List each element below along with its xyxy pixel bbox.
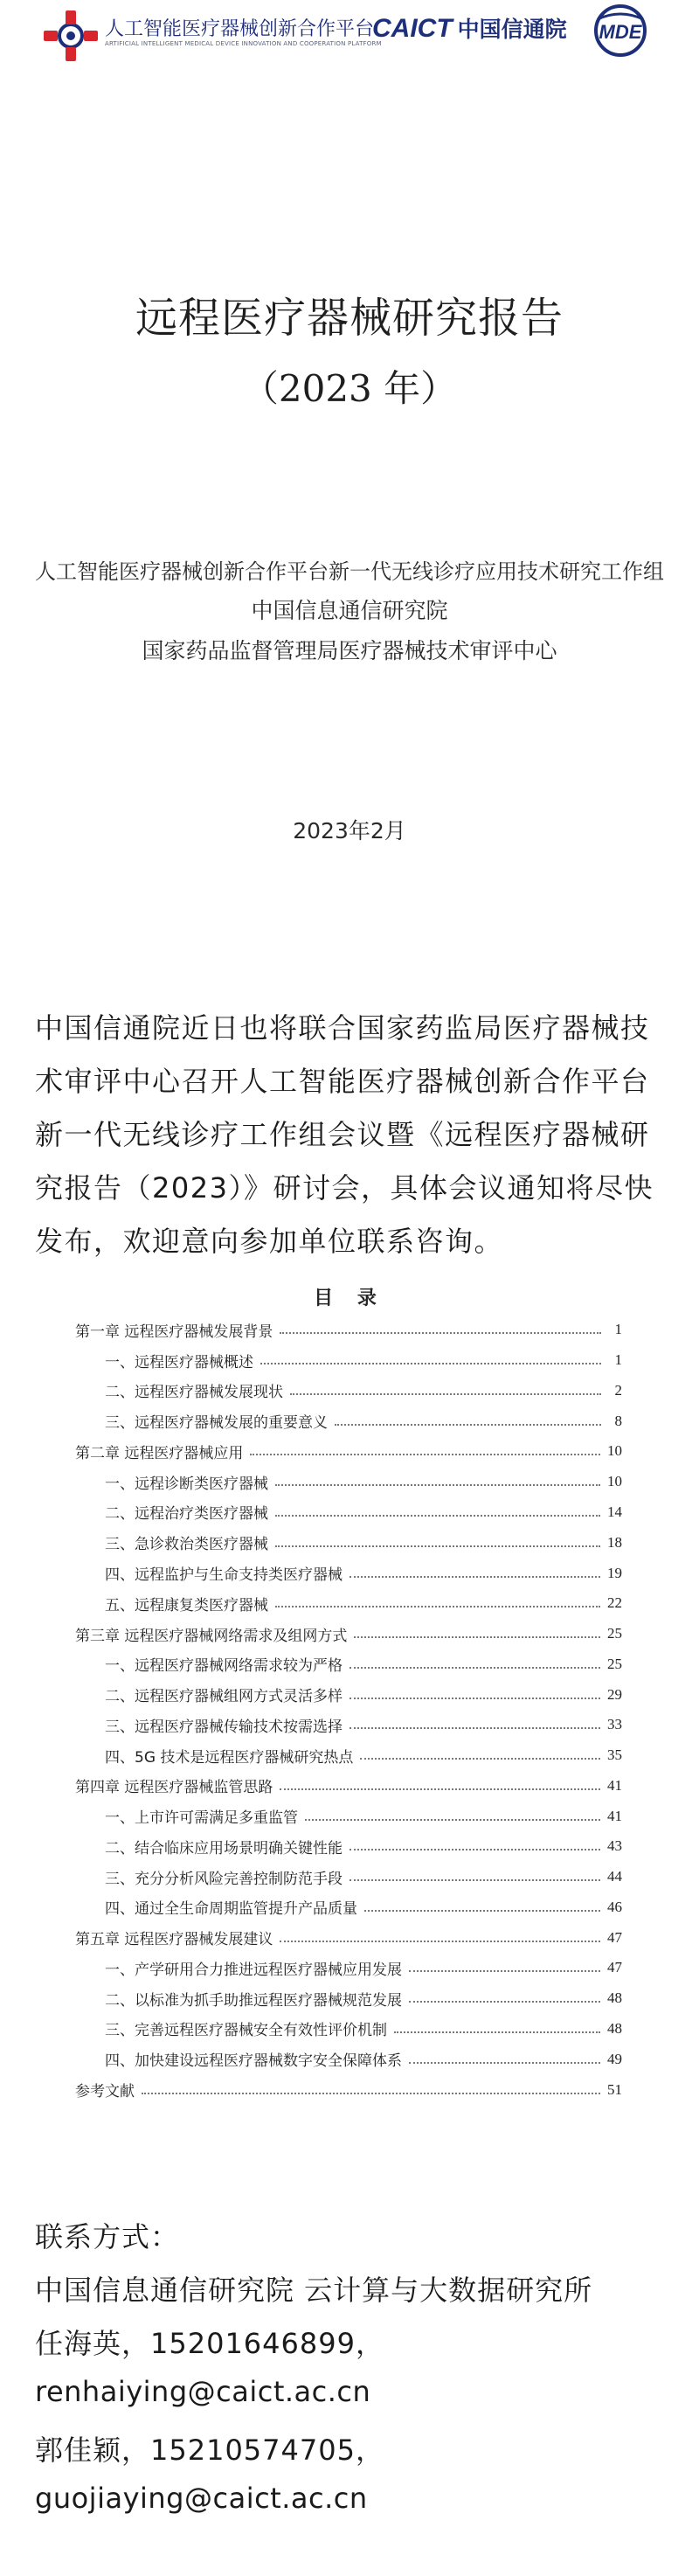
toc-section-entry[interactable] <box>75 1983 622 2014</box>
toc-section-entry[interactable] <box>75 1497 622 1528</box>
toc-leader-dots <box>260 1363 601 1364</box>
toc-chapter-entry[interactable] <box>75 1770 622 1801</box>
contact-organization: 中国信息通信研究院 云计算与大数据研究所 <box>35 2274 593 2307</box>
caict-logo <box>372 12 582 49</box>
toc-entry-label: 四、5G 技术是远程医疗器械研究热点 <box>105 1748 354 1767</box>
toc-section-entry[interactable] <box>75 2044 622 2074</box>
toc-entry-label: 第一章 远程医疗器械发展背景 <box>75 1323 273 1341</box>
toc-entry-label: 四、远程监护与生命支持类医疗器械 <box>105 1566 343 1584</box>
toc-entry-page: 51 <box>607 2080 622 2098</box>
toc-chapter-entry[interactable] <box>75 1315 622 1345</box>
toc-section-entry[interactable] <box>75 1558 622 1588</box>
toc-entry-label: 二、远程医疗器械组网方式灵活多样 <box>105 1688 343 1706</box>
toc-section-entry[interactable] <box>75 1953 622 1983</box>
contact-email[interactable]: renhaiying@caict.ac.cn <box>35 2375 371 2408</box>
toc-leader-dots <box>250 1454 600 1455</box>
toc-section-entry[interactable] <box>75 1801 622 1831</box>
toc-leader-dots <box>290 1393 601 1395</box>
toc-entry-page: 25 <box>607 1655 622 1672</box>
toc-section-entry[interactable] <box>75 1588 622 1619</box>
toc-leader-dots <box>350 1879 600 1881</box>
toc-entry-page: 47 <box>607 1928 622 1946</box>
toc-entry-page: 43 <box>607 1837 622 1855</box>
toc-entry-label: 二、结合临床应用场景明确关键性能 <box>105 1839 343 1857</box>
toc-entry-page: 41 <box>607 1807 622 1824</box>
toc-leader-dots <box>305 1819 600 1821</box>
toc-entry-page: 14 <box>607 1503 622 1520</box>
toc-entry-page: 19 <box>607 1564 622 1581</box>
toc-leader-dots <box>275 1515 600 1517</box>
toc-leader-dots <box>409 2001 600 2003</box>
toc-entry-label: 第五章 远程医疗器械发展建议 <box>75 1931 273 1949</box>
organization-line: 中国信息通信研究院 <box>251 598 448 623</box>
toc-entry-label: 二、以标准为抓手助推远程医疗器械规范发展 <box>105 1991 402 2010</box>
toc-leader-dots <box>350 1727 600 1729</box>
toc-leader-dots <box>394 2031 600 2033</box>
toc-entry-label: 第二章 远程医疗器械应用 <box>75 1444 244 1462</box>
toc-entry-label: 三、完善远程医疗器械安全有效性评价机制 <box>105 2022 387 2040</box>
toc-entry-label: 三、急诊救治类医疗器械 <box>105 1536 268 1554</box>
toc-leader-dots <box>409 1970 600 1972</box>
toc-leader-dots <box>275 1484 600 1486</box>
toc-entry-page: 48 <box>607 2019 622 2037</box>
toc-section-entry[interactable] <box>75 1892 622 1923</box>
toc-entry-page: 35 <box>607 1746 622 1764</box>
toc-entry-page: 44 <box>607 1868 622 1885</box>
toc-entry-label: 四、通过全生命周期监管提升产品质量 <box>105 1900 357 1919</box>
toc-entry-label: 二、远程医疗器械发展现状 <box>105 1384 283 1402</box>
toc-section-entry[interactable] <box>75 1679 622 1710</box>
toc-chapter-entry[interactable] <box>75 1436 622 1467</box>
toc-entry-label: 三、充分分析风险完善控制防范手段 <box>105 1870 343 1888</box>
toc-leader-dots <box>360 1758 600 1760</box>
caict-logo-cn: 中国信通院 <box>457 17 567 42</box>
contact-email[interactable]: guojiaying@caict.ac.cn <box>35 2482 368 2515</box>
toc-entry-page: 1 <box>614 1351 622 1369</box>
toc-leader-dots <box>354 1636 600 1638</box>
ai-platform-logo <box>42 5 391 63</box>
toc-section-entry[interactable] <box>75 1406 622 1436</box>
toc-leader-dots <box>280 1788 600 1790</box>
toc-entry-page: 48 <box>607 1989 622 2007</box>
toc-chapter-entry[interactable] <box>75 1619 622 1649</box>
toc-section-entry[interactable] <box>75 1649 622 1679</box>
organization-line: 国家药品监督管理局医疗器械技术审评中心 <box>142 638 557 663</box>
toc-entry-label: 第四章 远程医疗器械监管思路 <box>75 1779 273 1797</box>
toc-entry-page: 46 <box>607 1898 622 1915</box>
toc-chapter-entry[interactable] <box>75 2074 622 2105</box>
toc-leader-dots <box>350 1849 600 1850</box>
toc-section-entry[interactable] <box>75 1862 622 1892</box>
ai-platform-subtitle: ARTIFICIAL INTELLIGENT MEDICAL DEVICE INNOVATION AND COOPERATION PLATFORM <box>105 40 382 47</box>
toc-entry-label: 一、上市许可需满足多重监管 <box>105 1809 298 1828</box>
toc-entry-page: 10 <box>607 1473 622 1490</box>
toc-leader-dots <box>142 2093 600 2094</box>
toc-leader-dots <box>409 2062 600 2064</box>
toc-title: 目 录 <box>314 1288 385 1309</box>
toc-leader-dots <box>275 1606 600 1607</box>
toc-entry-page: 18 <box>607 1533 622 1551</box>
toc-entry-page: 10 <box>607 1442 622 1460</box>
toc-leader-dots <box>335 1424 601 1426</box>
toc-entry-page: 33 <box>607 1716 622 1733</box>
toc-entry-page: 22 <box>607 1594 622 1612</box>
mde-emblem-icon <box>587 2 654 59</box>
toc-section-entry[interactable] <box>75 2014 622 2045</box>
toc-section-entry[interactable] <box>75 1467 622 1497</box>
toc-entry-label: 第三章 远程医疗器械网络需求及组网方式 <box>75 1627 348 1645</box>
toc-entry-page: 1 <box>614 1321 622 1338</box>
toc-chapter-entry[interactable] <box>75 1922 622 1953</box>
toc-entry-page: 25 <box>607 1625 622 1642</box>
toc-entry-label: 四、加快建设远程医疗器械数字安全保障体系 <box>105 2052 402 2071</box>
toc-entry-label: 五、远程康复类医疗器械 <box>105 1596 268 1614</box>
toc-entry-page: 8 <box>614 1412 622 1429</box>
toc-section-entry[interactable] <box>75 1345 622 1376</box>
mde-logo-text: MDE <box>599 21 642 43</box>
report-date: 2023年2月 <box>293 818 406 844</box>
toc-entry-page: 41 <box>607 1776 622 1794</box>
toc-entry-label: 三、远程医疗器械传输技术按需选择 <box>105 1718 343 1736</box>
toc-entry-page: 2 <box>614 1381 622 1399</box>
toc-entry-page: 47 <box>607 1959 622 1976</box>
table-of-contents <box>75 1315 622 2105</box>
toc-leader-dots <box>350 1667 600 1669</box>
contact-person: 郭佳颖，15210574705， <box>35 2434 384 2467</box>
toc-entry-label: 参考文献 <box>75 2083 135 2101</box>
toc-section-entry[interactable] <box>75 1710 622 1740</box>
toc-leader-dots <box>280 1941 600 1942</box>
caict-logo-en: CAICT <box>372 14 453 43</box>
toc-leader-dots <box>350 1698 600 1699</box>
toc-leader-dots <box>350 1576 600 1578</box>
toc-section-entry[interactable] <box>75 1740 622 1771</box>
toc-section-entry[interactable] <box>75 1831 622 1862</box>
contact-person: 任海英，15201646899， <box>35 2327 384 2360</box>
report-title: 远程医疗器械研究报告 <box>135 294 564 343</box>
toc-leader-dots <box>364 1910 600 1912</box>
mde-logo <box>587 2 654 59</box>
toc-entry-label: 一、远程医疗器械概述 <box>105 1353 253 1371</box>
toc-entry-page: 29 <box>607 1685 622 1703</box>
toc-entry-label: 一、产学研用合力推进远程医疗器械应用发展 <box>105 1961 402 1979</box>
toc-entry-label: 二、远程治疗类医疗器械 <box>105 1505 268 1524</box>
organization-line: 人工智能医疗器械创新合作平台新一代无线诊疗应用技术研究工作组 <box>35 559 664 584</box>
toc-entry-page: 49 <box>607 2050 622 2067</box>
toc-entry-label: 一、远程医疗器械网络需求较为严格 <box>105 1657 343 1676</box>
ai-platform-name: 人工智能医疗器械创新合作平台 <box>105 18 375 40</box>
ai-platform-emblem-icon <box>42 9 100 63</box>
toc-section-entry[interactable] <box>75 1376 622 1406</box>
toc-entry-label: 一、远程诊断类医疗器械 <box>105 1475 268 1493</box>
toc-section-entry[interactable] <box>75 1527 622 1558</box>
contact-label: 联系方式： <box>35 2220 180 2253</box>
report-year: （2023 年） <box>241 367 458 410</box>
meeting-notice-paragraph: 中国信通院近日也将联合国家药监局医疗器械技术审评中心召开人工智能医疗器械创新合作平台新一代无线诊疗工作组会议暨《远程医疗器械研究报告（2023）》研讨会，具体会议通知将尽快发布，欢迎意向参加单位联系咨询。 <box>35 1011 654 1258</box>
toc-leader-dots <box>275 1545 600 1547</box>
toc-entry-label: 三、远程医疗器械发展的重要意义 <box>105 1414 328 1433</box>
toc-leader-dots <box>280 1332 601 1334</box>
